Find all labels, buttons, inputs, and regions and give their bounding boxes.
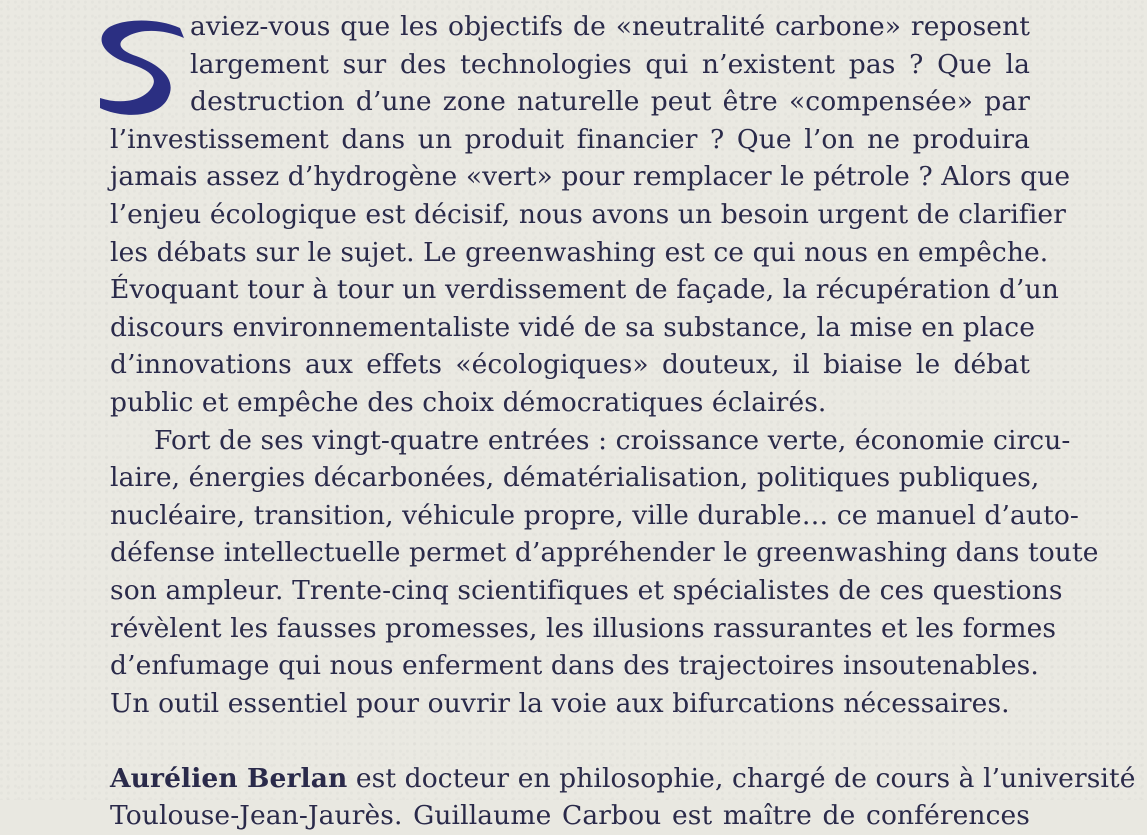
paragraph2-line: Un outil essentiel pour ouvrir la voie aux bifurcations nécessaires.: [110, 687, 1010, 719]
paragraph2-line: nucléaire, transition, véhicule propre, ville durable… ce manuel d’auto-: [110, 499, 1079, 531]
paragraph1-line: les débats sur le sujet. Le greenwashing est ce qui nous en empêche.: [110, 236, 1049, 268]
paragraph1-line: largement sur des technologies qui n’existent pas ? Que la: [190, 48, 1030, 80]
paragraph1-line: d’innovations aux effets «écologiques» douteux, il biaise le débat: [110, 349, 1030, 381]
author-line-2: Toulouse-Jean-Jaurès. Guillaume Carbou est maître de conférences: [110, 800, 1030, 832]
paragraph1-line: jamais assez d’hydrogène «vert» pour remplacer le pétrole ? Alors que: [110, 161, 1071, 193]
paragraph2-line: d’enfumage qui nous enferment dans des trajectoires insoutenables.: [110, 650, 1039, 682]
paragraph1-line: public et empêche des choix démocratiques éclairés.: [110, 386, 827, 418]
paragraph1-line: destruction d’une zone naturelle peut être «compensée» par: [190, 86, 1030, 118]
author-name: Aurélien Berlan: [110, 762, 348, 794]
paragraph1-line: l’enjeu écologique est décisif, nous avons un besoin urgent de clarifier: [110, 198, 1066, 230]
author-line: [110, 760, 1136, 798]
paragraph2-line: laire, énergies décarbonées, dématérialisation, politiques publiques,: [110, 462, 1040, 494]
paragraph2-line: défense intellectuelle permet d’appréhender le greenwashing dans toute: [110, 537, 1099, 569]
paragraph1-line: discours environnementaliste vidé de sa substance, la mise en place: [110, 311, 1036, 343]
spacer: [110, 722, 1030, 760]
paragraph2-line: révèlent les fausses promesses, les illusions rassurantes et les formes: [110, 612, 1057, 644]
paragraph1-line: aviez-vous que les objectifs de «neutralité carbone» reposent: [190, 11, 1030, 42]
author-bio: est docteur en philosophie, chargé de cours à l’université: [347, 762, 1136, 794]
paragraph2-line: Fort de ses vingt-quatre entrées : croissance verte, économie circu-: [154, 424, 1071, 456]
body-text: [110, 8, 1136, 835]
paragraph2-line: son ampleur. Trente-cinq scientifiques et spécialistes de ces questions: [110, 574, 1063, 606]
paragraph1-line: Évoquant tour à tour un verdissement de façade, la récupération d’un: [110, 274, 1059, 306]
paragraph1-line: l’investissement dans un produit financier ? Que l’on ne produira: [110, 123, 1030, 155]
